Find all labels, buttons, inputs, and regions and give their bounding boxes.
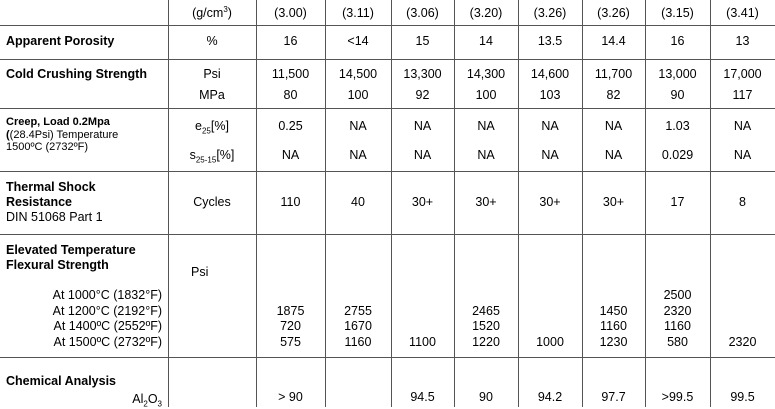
- table-cell: 2755: [344, 304, 372, 318]
- table-cell: 14,500: [338, 67, 378, 81]
- creep-temp-text: (28.4Psi) Temperature: [9, 129, 119, 141]
- table-cell: NA: [281, 148, 300, 162]
- table-cell: 17: [670, 195, 685, 209]
- table-cell: 1160: [600, 319, 627, 333]
- table-cell: 30+: [539, 195, 561, 209]
- table-cell: NA: [477, 119, 495, 133]
- table-cell: NA: [349, 119, 367, 133]
- table-cell: 13.5: [537, 34, 563, 48]
- row-divider: [0, 234, 775, 235]
- porosity-label: Apparent Porosity: [6, 34, 115, 48]
- table-cell: 575: [280, 335, 301, 349]
- table-cell: 103: [539, 88, 561, 102]
- table-cell: 13: [735, 34, 750, 48]
- table-cell: 117: [732, 88, 753, 102]
- table-cell: NA: [541, 148, 559, 162]
- chemical-al2o3-label: $Al_2O_3$: [132, 392, 162, 409]
- table-cell: 1450: [599, 304, 628, 318]
- row-divider: [0, 171, 775, 172]
- table-cell: (3.06): [406, 6, 439, 20]
- table-cell: NA: [604, 148, 623, 162]
- table-cell: NA: [413, 148, 432, 162]
- table-cell: 13,000: [658, 67, 697, 81]
- table-cell: 11,700: [594, 67, 633, 81]
- row-divider: [0, 59, 775, 60]
- table-cell: 30+: [411, 195, 434, 209]
- table-cell: 16: [670, 34, 685, 48]
- flexural-temp-1000: At 1000°C (1832°F): [52, 288, 162, 302]
- table-cell: 580: [667, 335, 688, 349]
- table-cell: 1230: [599, 335, 628, 349]
- creep-label: Creep, Load 0.2Mpa: [6, 116, 110, 128]
- table-cell: 97.7: [601, 390, 626, 404]
- porosity-unit: %: [206, 34, 218, 48]
- table-cell: NA: [413, 119, 432, 133]
- table-cell: 1160: [664, 319, 691, 333]
- thermal-label-line2: Resistance: [6, 195, 73, 209]
- table-cell: 40: [351, 195, 365, 209]
- table-cell: NA: [349, 148, 367, 162]
- creep-e-unit: $e_{25}[\%]$: [195, 119, 229, 136]
- table-cell: 720: [280, 319, 301, 333]
- table-cell: (3.00): [274, 6, 307, 20]
- crushing-label: Cold Crushing Strength: [6, 67, 147, 81]
- table-cell: 94.2: [537, 390, 563, 404]
- table-cell: (3.26): [533, 6, 567, 20]
- table-cell: 1670: [344, 319, 372, 333]
- table-cell: (3.26): [597, 6, 630, 20]
- flexural-temp-1500: At 1500ºC (2732ºF): [53, 335, 162, 349]
- table-cell: 90: [670, 88, 685, 102]
- table-cell: <14: [347, 34, 369, 48]
- flexural-temp-1200: At 1200°C (2192°F): [52, 304, 162, 318]
- table-cell: 110: [280, 195, 301, 209]
- creep-s-unit: $s_{25-15}[\%]$: [189, 148, 235, 165]
- table-cell: (3.15): [661, 6, 694, 20]
- table-cell: 11,500: [271, 67, 310, 81]
- table-cell: (3.11): [342, 6, 374, 20]
- flexural-temp-1400: At 1400ºC (2552ºF): [53, 319, 162, 333]
- table-cell: (3.20): [469, 6, 503, 20]
- chemical-label: Chemical Analysis: [6, 374, 117, 388]
- table-cell: 1.03: [665, 119, 690, 133]
- table-cell: 82: [606, 88, 621, 102]
- table-cell: 1220: [472, 335, 500, 349]
- table-cell: NA: [477, 148, 495, 162]
- table-cell: >99.5: [661, 390, 694, 404]
- table-cell: 2500: [663, 288, 692, 302]
- table-cell: 30+: [602, 195, 625, 209]
- table-cell: 13,300: [403, 67, 442, 81]
- thermal-label-line1: Thermal Shock: [6, 180, 96, 194]
- table-cell: 2465: [472, 304, 500, 318]
- table-cell: 14,600: [530, 67, 570, 81]
- table-cell: 2320: [663, 304, 692, 318]
- table-cell: 15: [415, 34, 430, 48]
- thermal-label-line3: DIN 51068 Part 1: [6, 210, 103, 224]
- table-cell: 2320: [728, 335, 757, 349]
- table-cell: 8: [739, 195, 746, 209]
- table-cell: 14: [479, 34, 493, 48]
- crushing-unit-psi: Psi: [203, 67, 221, 81]
- table-cell: 94.5: [410, 390, 435, 404]
- table-cell: NA: [733, 148, 752, 162]
- table-cell: 100: [347, 88, 369, 102]
- row-divider: [0, 357, 775, 358]
- creep-paren: (: [6, 129, 10, 141]
- thermal-unit: Cycles: [193, 195, 231, 209]
- table-cell: 80: [283, 88, 298, 102]
- table-cell: 100: [475, 88, 497, 102]
- table-cell: NA: [604, 119, 623, 133]
- table-cell: 16: [283, 34, 298, 48]
- flexural-label-line2: Flexural Strength: [6, 258, 109, 272]
- table-cell: 14,300: [466, 67, 506, 81]
- crushing-unit-mpa: MPa: [199, 88, 225, 102]
- table-cell: 1000: [536, 335, 564, 349]
- table-cell: NA: [733, 119, 752, 133]
- table-cell: 17,000: [723, 67, 762, 81]
- table-cell: 1160: [344, 335, 372, 349]
- table-cell: 1100: [409, 335, 436, 349]
- table-cell: (3.41): [726, 6, 759, 20]
- density-unit: $(g/cm^3)$: [192, 4, 232, 20]
- table-cell: 0.25: [278, 119, 303, 133]
- row-divider: [0, 108, 775, 109]
- table-cell: > 90: [278, 390, 303, 404]
- table-cell: 99.5: [730, 390, 755, 404]
- row-divider: [0, 25, 775, 26]
- table-cell: 14.4: [601, 34, 626, 48]
- flexural-unit: Psi: [191, 265, 209, 279]
- creep-label-line3: 1500ºC (2732ºF): [6, 141, 89, 153]
- table-cell: NA: [541, 119, 559, 133]
- table-cell: 30+: [475, 195, 497, 209]
- flexural-label-line1: Elevated Temperature: [6, 243, 136, 257]
- table-cell: 1875: [276, 304, 305, 318]
- table-cell: 92: [415, 88, 430, 102]
- table-cell: 1520: [472, 319, 500, 333]
- table-cell: 90: [479, 390, 493, 404]
- table-cell: 0.029: [661, 148, 694, 162]
